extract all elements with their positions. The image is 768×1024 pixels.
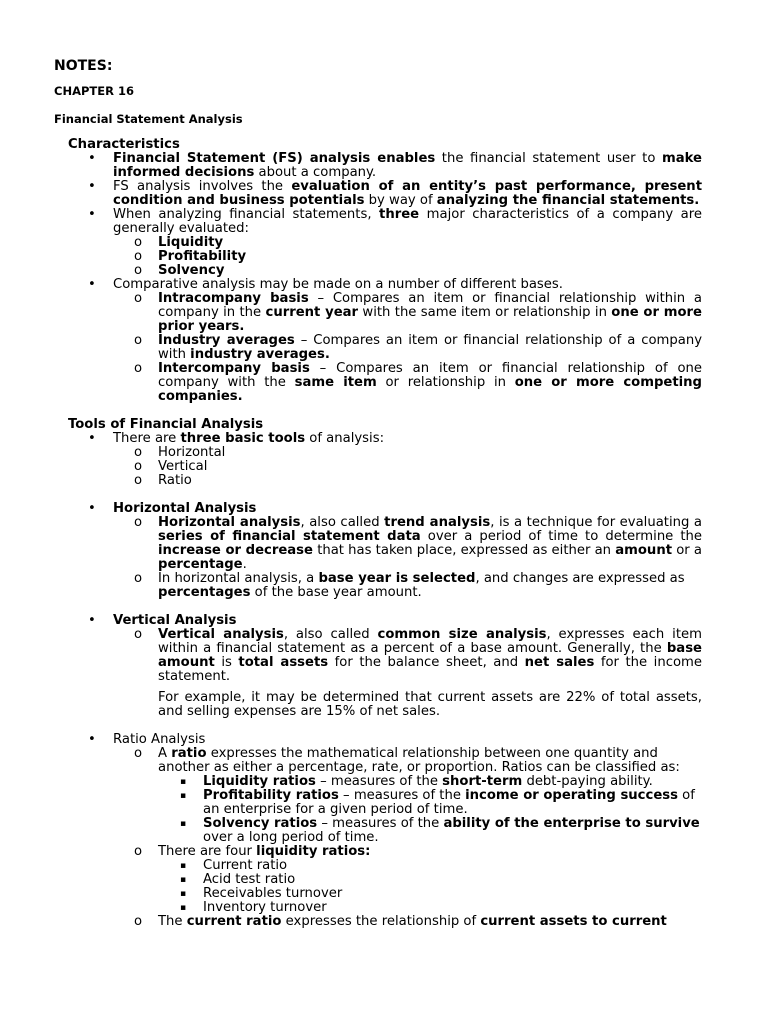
- notes-heading: NOTES:: [54, 58, 113, 74]
- bullet-marker: •: [88, 501, 96, 516]
- list-item: • Financial Statement (FS) analysis enables the financial statement user to make informed decisions about a company.: [88, 151, 702, 180]
- sub-sub-list-item: ▪ Inventory turnover: [180, 900, 327, 915]
- sub-list-item: o Vertical: [134, 459, 208, 474]
- bullet-marker: •: [88, 431, 96, 446]
- spacer: [68, 404, 702, 418]
- circle-marker: o: [134, 291, 143, 306]
- list-item: [68, 502, 702, 516]
- example-paragraph: For example, it may be determined that current assets are 22% of total assets, and selling expenses are 15% of net sales.: [158, 690, 702, 719]
- list-item: • When analyzing financial statements, three major characteristics of a company are generally evaluated:: [88, 207, 702, 236]
- list-item: • There are three basic tools of analysis:: [88, 431, 385, 446]
- bullet-marker: •: [88, 613, 96, 628]
- circle-marker: o: [134, 473, 143, 488]
- list-item: • FS analysis involves the evaluation of an entity’s past performance, present condition and business potentials by way of analyzing the financial statements.: [88, 179, 702, 208]
- bullet-marker: •: [88, 277, 96, 292]
- sub-list-item: o Vertical analysis, also called common size analysis, expresses each item within a financial statement as a percent of a base amount. Generally, the base amount is total assets for the balance sheet, and net sales for the income statement.: [134, 627, 702, 684]
- circle-marker: o: [134, 914, 143, 929]
- bullet-marker: •: [88, 151, 96, 166]
- square-marker: ▪: [180, 777, 187, 787]
- sub-list-item: o There are four liquidity ratios:: [134, 844, 371, 859]
- bullet-marker: •: [88, 179, 96, 194]
- square-marker: ▪: [180, 875, 187, 885]
- square-marker: ▪: [180, 889, 187, 899]
- chapter-heading: CHAPTER 16: [54, 84, 134, 98]
- spacer: [68, 600, 702, 614]
- sub-list-item: o Horizontal analysis, also called trend analysis, is a technique for evaluating a series of financial statement data over a period of time to determine the increase or decrease that has taken place, expressed as either an amount or a percentage.: [134, 515, 702, 572]
- sub-list-item: o Ratio: [134, 473, 192, 488]
- sub-list-item: o Intercompany basis – Compares an item or financial relationship of one company with the same item or relationship in one or more competing companies.: [134, 361, 703, 404]
- circle-marker: o: [134, 844, 143, 859]
- sub-list-item: o Profitability: [134, 249, 247, 264]
- sub-sub-list-item: ▪ Current ratio: [180, 858, 288, 873]
- list-item: [68, 733, 702, 747]
- square-marker: ▪: [180, 791, 187, 801]
- subject-heading: Financial Statement Analysis: [54, 112, 243, 126]
- document-body: [68, 138, 702, 929]
- sub-list-item: o Industry averages – Compares an item or financial relationship of a company with industry averages.: [134, 333, 703, 362]
- sub-list-item: o A ratio expresses the mathematical relationship between one quantity and another as either a percentage, rate, or proportion. Ratios can be classified as:: [134, 746, 680, 775]
- circle-marker: o: [134, 459, 143, 474]
- square-marker: ▪: [180, 903, 187, 913]
- circle-marker: o: [134, 515, 143, 530]
- sub-sub-list-item: ▪ Profitability ratios – measures of the income or operating success of an enterprise for a given period of time.: [180, 788, 695, 817]
- square-marker: ▪: [180, 819, 187, 829]
- continuation-line: over a long period of time.: [203, 830, 379, 845]
- sub-list-item: o Intracompany basis – Compares an item or financial relationship within a company in the current year with the same item or relationship in one or more prior years.: [134, 291, 703, 334]
- ratio-analysis-heading: Ratio Analysis: [113, 732, 206, 747]
- circle-marker: o: [134, 571, 143, 586]
- circle-marker: o: [134, 333, 143, 348]
- spacer: [68, 488, 702, 502]
- characteristics-heading: Characteristics: [68, 137, 180, 152]
- circle-marker: o: [134, 627, 143, 642]
- circle-marker: o: [134, 249, 143, 264]
- sub-list-item: o Horizontal: [134, 445, 226, 460]
- horizontal-analysis-heading: Horizontal Analysis: [113, 501, 257, 516]
- continuation-line: percentages of the base year amount.: [158, 585, 422, 600]
- list-item: • Comparative analysis may be made on a number of different bases.: [88, 277, 563, 292]
- sub-sub-list-item: ▪ Acid test ratio: [180, 872, 296, 887]
- vertical-analysis-heading: Vertical Analysis: [113, 613, 237, 628]
- sub-list-item: o Solvency: [134, 263, 225, 278]
- sub-sub-list-item: ▪ Solvency ratios – measures of the ability of the enterprise to survive: [180, 816, 700, 831]
- circle-marker: o: [134, 746, 143, 761]
- circle-marker: o: [134, 445, 143, 460]
- tools-heading: Tools of Financial Analysis: [68, 417, 264, 432]
- circle-marker: o: [134, 235, 143, 250]
- circle-marker: o: [134, 263, 143, 278]
- circle-marker: o: [134, 361, 143, 376]
- sub-sub-list-item: ▪ Liquidity ratios – measures of the short-term debt-paying ability.: [180, 774, 653, 789]
- sub-sub-list-item: ▪ Receivables turnover: [180, 886, 343, 901]
- spacer: [68, 719, 702, 733]
- sub-list-item: o In horizontal analysis, a base year is selected, and changes are expressed as: [134, 571, 685, 586]
- bullet-marker: •: [88, 207, 96, 222]
- sub-list-item: o Liquidity: [134, 235, 224, 250]
- list-item: [68, 614, 702, 628]
- square-marker: ▪: [180, 861, 187, 871]
- bullet-marker: •: [88, 732, 96, 747]
- sub-list-item: o The current ratio expresses the relationship of current assets to current: [134, 914, 667, 929]
